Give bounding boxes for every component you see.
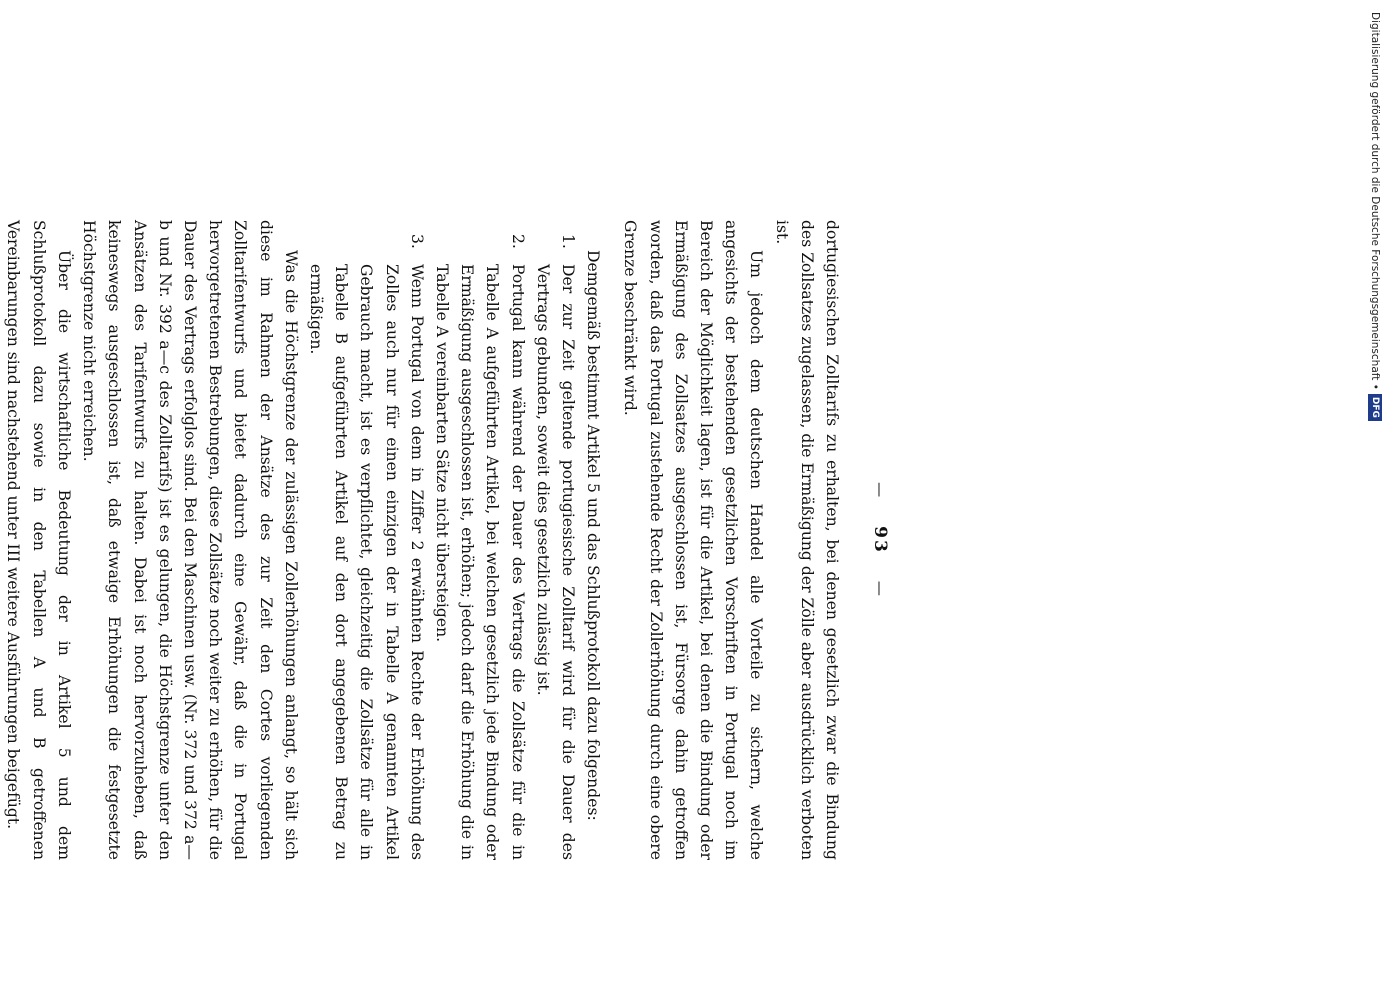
list-item-text: Wenn Portugal von dem in Ziffer 2 erwähnten Rechte der Erhöhung des Zolles auch nur für einen einzigen der in Tabelle A genannten Artikel Gebrauch macht, ist es verpflichtet, gleichzeitig die Zollsätze für alle in Tabelle B aufgeführten Artikel auf den dort angegebenen Betrag zu ermäßigen. — [306, 264, 426, 860]
paragraph-upper-limit: Was die Höchstgrenze der zulässigen Zollerhöhungen anlangt, so hält sich diese im Rahmen der Ansätze des zur Zeit den Cortes vorliegenden Zolltarifentwurfs und bietet dadurch eine Gewähr, daß die in Portugal hervorgetretenen Bestrebungen, diese Zollsätze noch weiter zu erhöhen, für die Dauer des Vertrags erfolglos sind. Bei den Maschinen usw. (Nr. 372 und 372 a—b und Nr. 392 a—c des Zolltarifs) ist es gelungen, die Höchstgrenze unter den Ansätzen des Tarifentwurfs zu halten. Dabei ist noch hervorzuheben, daß keineswegs ausgeschlossen ist, daß etwaige Erhöhungen die festgesetzte Höchstgrenze nicht erreichen. — [80, 220, 300, 860]
page-number: 93 — [870, 526, 890, 554]
dfg-logo: DFG — [1368, 394, 1382, 421]
paragraph-economic-significance: Über die wirtschaftliche Bedeutung der in Artikel 5 und dem Schlußprotokoll dazu sowie in den Tabellen A und B getroffenen Vereinbarungen sind nachstehend unter III weitere Ausführungen beigefügt. — [4, 220, 73, 860]
list-item — [303, 234, 429, 860]
paragraph-advantages: Um jedoch dem deutschen Handel alle Vorteile zu sichern, welche angesichts der bestehenden gesetzlichen Vorschriften in Portugal noch im Bereich der Möglichkeit lagen, ist für die Artikel, bei denen die Bindung oder Ermäßigung des Zollsatzes ausgeschlossen ist, Fürsorge dahin getroffen worden, daß das Portugal zustehende Recht der Zollerhöhung durch eine obere Grenze beschränkt wird. — [621, 220, 766, 860]
paragraph-accordingly: Demgemäß bestimmt Artikel 5 und das Schlußprotokoll dazu folgendes: — [584, 250, 603, 821]
list-item-text: Portugal kann während der Dauer des Vertrags die Zollsätze für die in Tabelle A aufgeführten Artikel, bei welchen gesetzlich jede Bindung oder Ermäßigung ausgeschlossen ist, erhöhen; jedoch darf die Erhöhung die in Tabelle A vereinbarten Sätze nicht übersteigen. — [432, 264, 527, 860]
list-item-number: 1. — [558, 234, 577, 249]
header-dash-right: — — [871, 580, 889, 598]
digitization-credit-text: Digitalisierung gefördert durch die Deutsche Forschungsgemeinschaft • — [1369, 12, 1381, 390]
list-item-text: Der zur Zeit geltende portugiesische Zolltarif wird für die Dauer des Vertrags gebunden, soweit dies gesetzlich zulässig ist. — [533, 264, 577, 860]
page-header — [850, 220, 890, 860]
list-item-number: 2. — [508, 234, 527, 249]
list-item — [530, 234, 580, 860]
digitization-credit — [1368, 12, 1383, 418]
list-item-number: 3. — [407, 234, 426, 249]
list-item — [429, 234, 530, 860]
paragraph-continuation: dortugiesischen Zolltarifs zu erhalten, bei denen gesetzlich zwar die Bindung des Zollsatzes zugelassen, die Ermäßigung der Zölle aber ausdrücklich verboten ist. — [772, 220, 841, 860]
rotated-document-page — [0, 220, 890, 860]
header-dash-left: — — [871, 482, 889, 500]
